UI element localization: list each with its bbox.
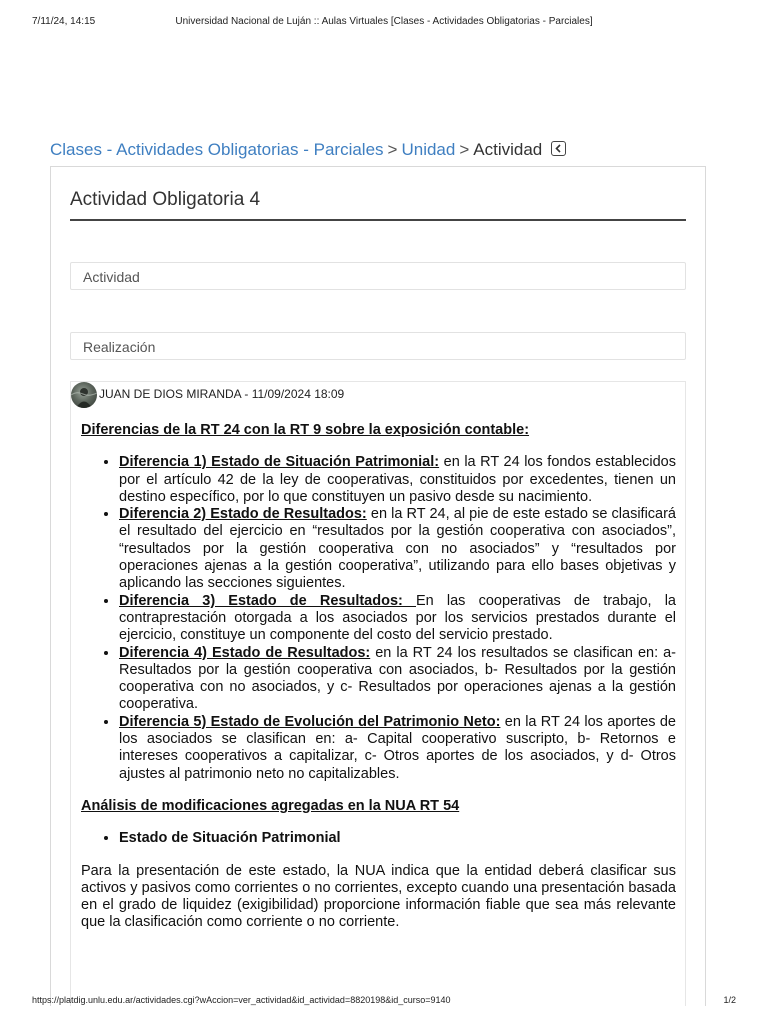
list-item <box>119 454 676 506</box>
difference-label: Diferencia 2) Estado de Resultados: <box>119 506 367 523</box>
print-page-title: Universidad Nacional de Luján :: Aulas Virtuales [Clases - Actividades Obligatorias - Parciales] <box>175 16 593 27</box>
list-item <box>119 830 676 847</box>
difference-label: Diferencia 3) Estado de Resultados: <box>119 592 416 609</box>
nua-list <box>81 830 676 847</box>
print-url: https://platdig.unlu.edu.ar/actividades.cgi?wAccion=ver_actividad&id_actividad=8820198&id_curso=9140 <box>32 995 451 1005</box>
print-datetime: 7/11/24, 14:15 <box>32 16 96 27</box>
difference-label: Diferencia 5) Estado de Evolución del Patrimonio Neto: <box>119 713 501 730</box>
list-item <box>119 593 676 645</box>
activity-panel <box>50 166 706 1006</box>
chevron-left-icon[interactable] <box>551 141 566 156</box>
post-body <box>81 422 676 932</box>
difference-text: en la RT 24 los fondos establecidos por el artículo 42 de la ley de cooperativas, constituidos por excedentes, tienen un destino específico, por lo que constituyen un pasivo desde su nacimiento. <box>119 454 676 505</box>
post-author-row <box>71 382 685 408</box>
difference-label: Diferencia 4) Estado de Resultados: <box>119 644 371 661</box>
print-header <box>32 16 736 30</box>
avatar <box>71 382 97 408</box>
difference-text: en la RT 24 los resultados se clasifican en: a- Resultados por la gestión cooperativa con asociados, b- Resultados por la gestión cooperativa con no asociados, y c- Resultados por operaciones ajenas a la gestión cooperativa. <box>119 644 676 713</box>
post-author: JUAN DE DIOS MIRANDA <box>99 387 242 401</box>
section-realizacion[interactable]: Realización <box>70 332 686 360</box>
list-item <box>119 714 676 783</box>
breadcrumb-separator: > <box>459 140 470 159</box>
difference-label: Diferencia 1) Estado de Situación Patrimonial: <box>119 454 440 471</box>
section-actividad[interactable]: Actividad <box>70 262 686 290</box>
nua-bullet: Estado de Situación Patrimonial <box>119 830 341 847</box>
post-date: - 11/09/2024 18:09 <box>241 387 345 401</box>
breadcrumb <box>50 140 566 160</box>
post-heading-2: Análisis de modificaciones agregadas en la NUA RT 54 <box>81 797 460 814</box>
breadcrumb-current: Actividad <box>473 140 543 159</box>
difference-text: en la RT 24 los aportes de los asociados se clasifican en: a- Capital cooperativo suscripto, b- Retornos e intereses cooperativos a capitalizar, c- Otros aportes de los asociados, y d- Otros ajustes al patrimonio neto no capitalizables. <box>119 713 676 782</box>
post-paragraph: Para la presentación de este estado, la NUA indica que la entidad deberá clasificar sus activos y pasivos como corrientes o no corrientes, excepto cuando una presentación basada en el grado de liquidez (exigibilidad) proporcione información fiable que sea más relevante que la clasificación como corriente o no corriente. <box>81 862 676 931</box>
breadcrumb-link-unidad[interactable]: Unidad <box>401 140 456 159</box>
activity-title: Actividad Obligatoria 4 <box>70 189 686 221</box>
breadcrumb-link-clases[interactable]: Clases - Actividades Obligatorias - Parciales <box>50 140 384 159</box>
list-item <box>119 645 676 714</box>
difference-text: en la RT 24, al pie de este estado se clasificará el resultado del ejercicio en “resultados por la gestión cooperativa con asociados”, “resultados por la gestión cooperativa con no asociados” y “resultados por operaciones ajenas a la gestión cooperativa”, utilizando para ello bases objetivas y aplicando las secciones siguientes. <box>119 506 676 592</box>
list-item <box>119 506 676 592</box>
differences-list <box>81 454 676 783</box>
post-heading: Diferencias de la RT 24 con la RT 9 sobre la exposición contable: <box>81 422 530 438</box>
page-number: 1/2 <box>723 995 736 1005</box>
post <box>70 381 686 1006</box>
difference-text: En las cooperativas de trabajo, la contraprestación otorgada a los asociados por los servicios prestados durante el ejercicio, constituye un componente del costo del servicio prestado. <box>119 592 676 644</box>
print-footer <box>32 995 736 1009</box>
breadcrumb-separator: > <box>387 140 398 159</box>
